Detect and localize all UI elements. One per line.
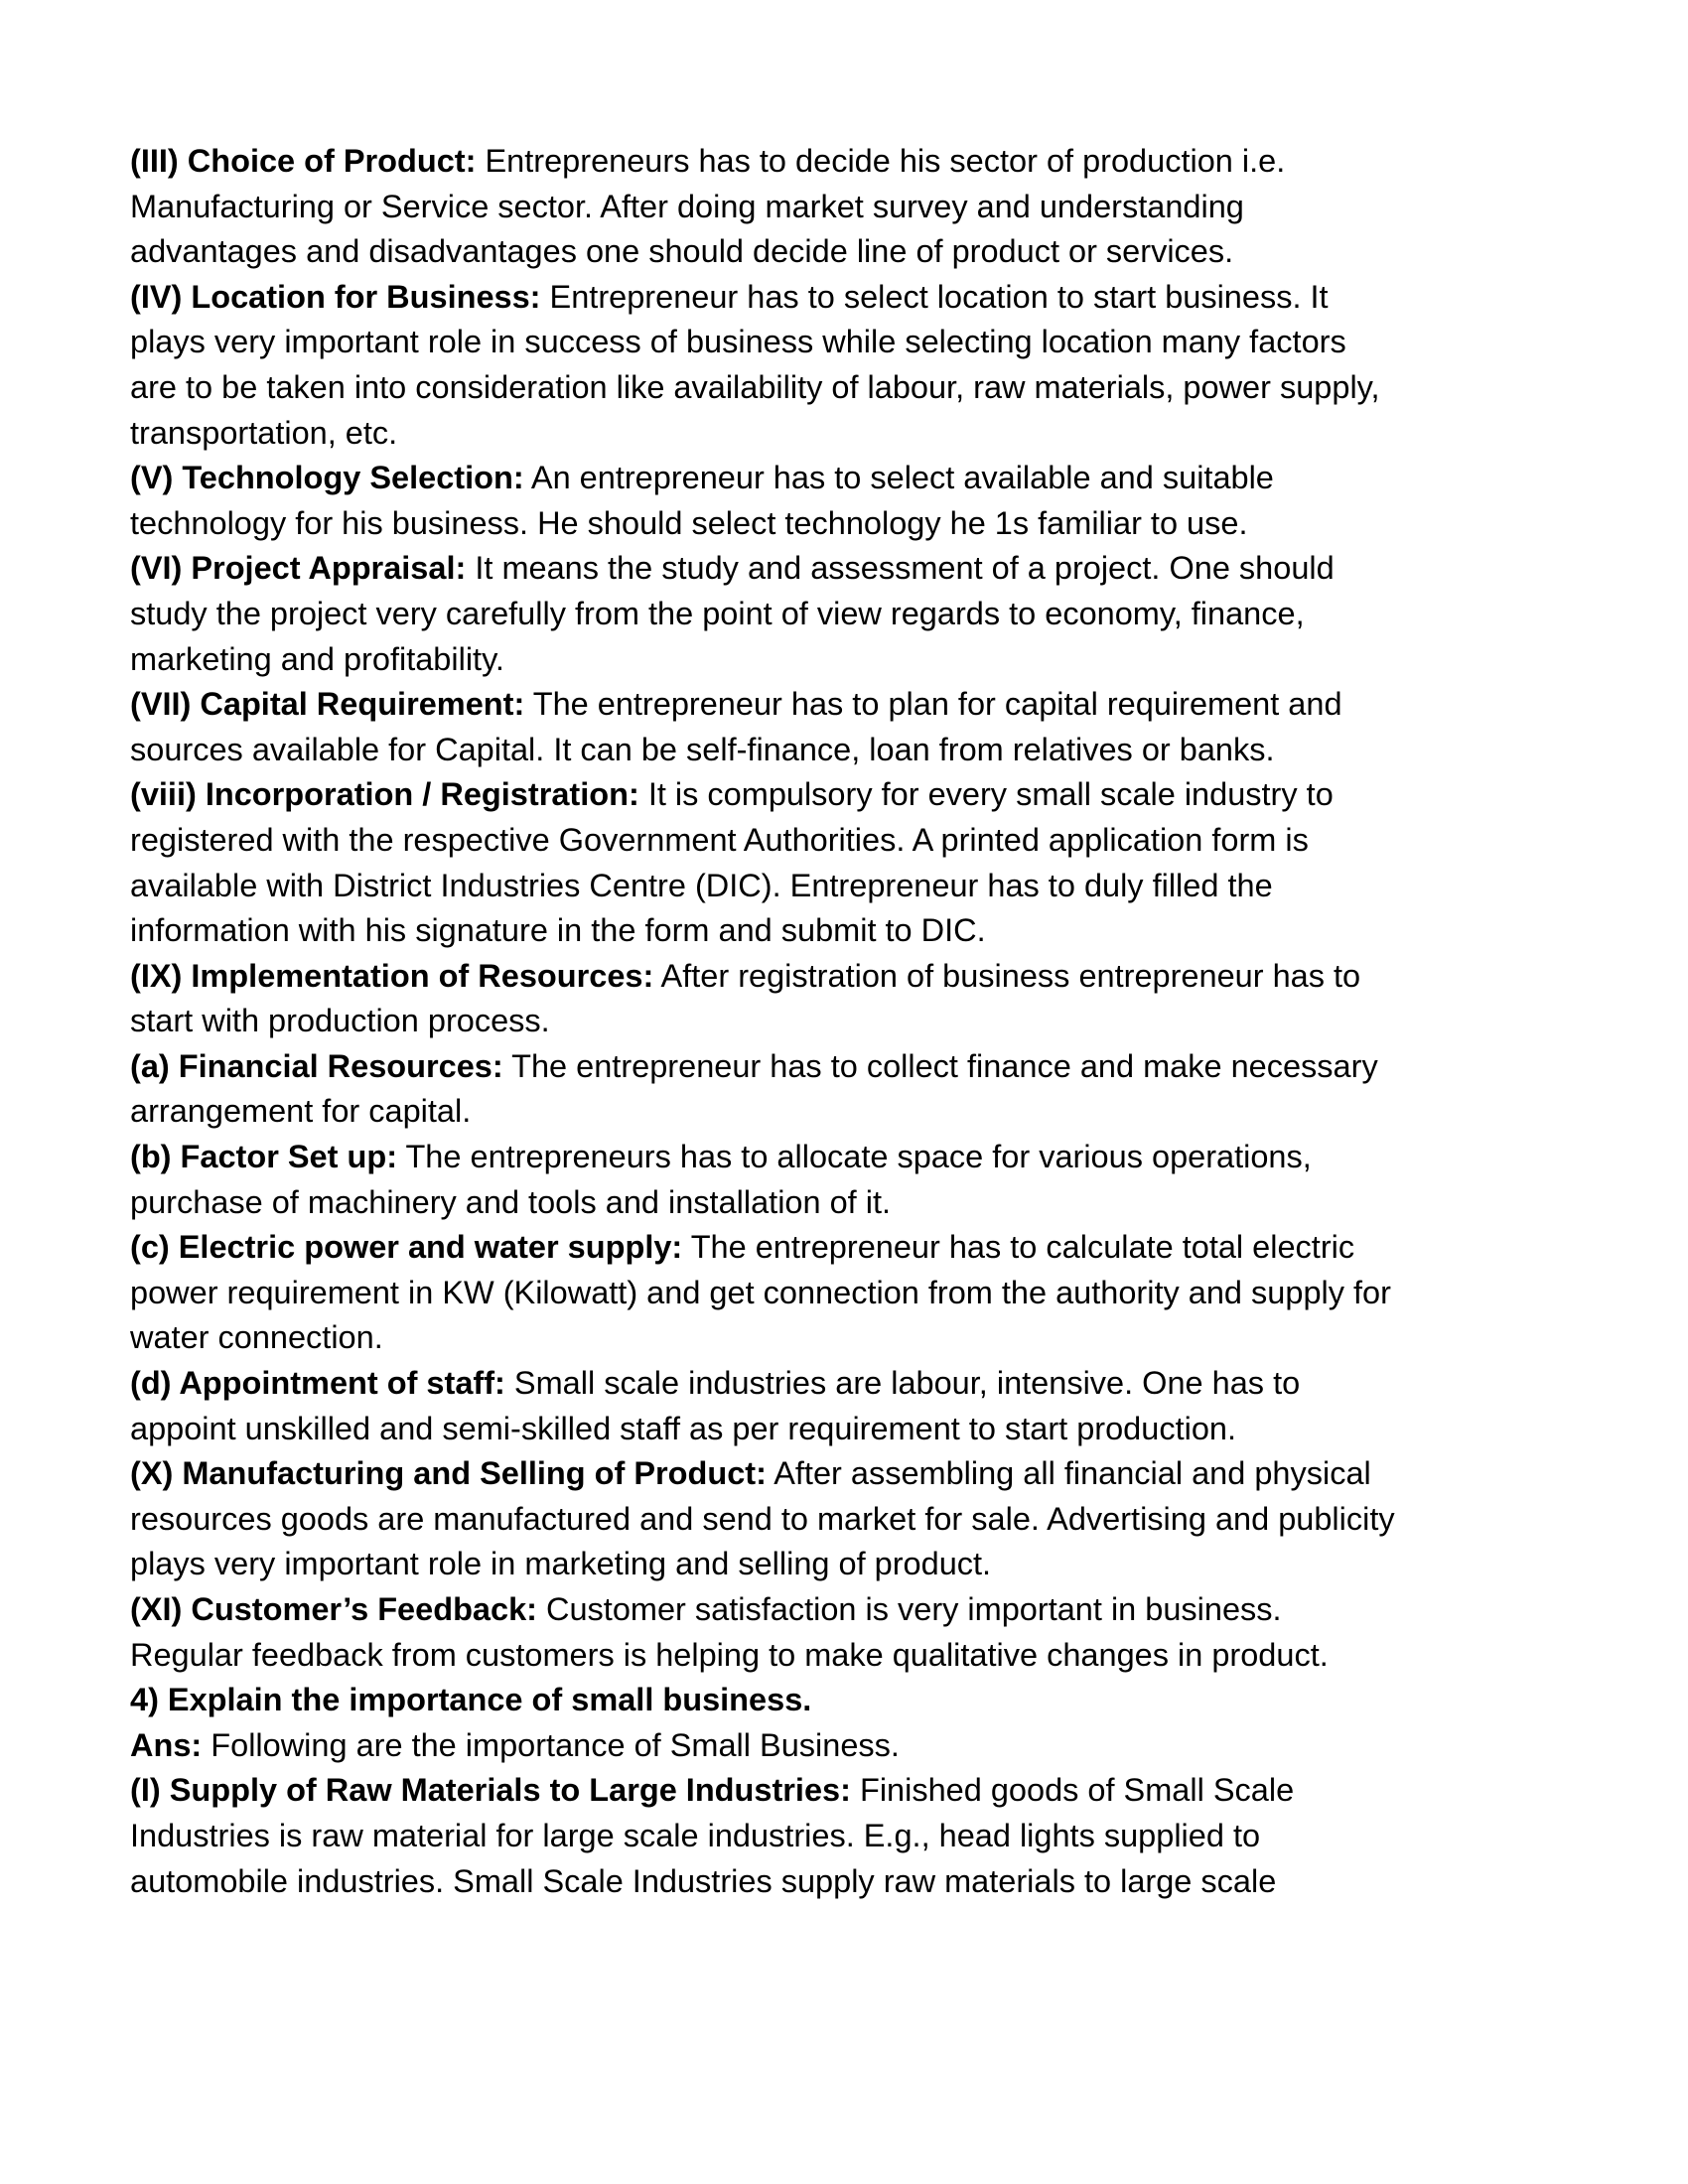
text-segment: automobile industries. Small Scale Industries supply raw materials to large scale [130, 1862, 1277, 1899]
text-segment: power requirement in KW (Kilowatt) and get connection from the authority and supply for [130, 1274, 1391, 1310]
text-segment: After assembling all financial and physical [766, 1455, 1371, 1492]
text-line [130, 1044, 1659, 1090]
text-line [130, 1271, 1659, 1316]
text-line [130, 1180, 1659, 1226]
text-segment: Small scale industries are labour, intensive. One has to [504, 1365, 1301, 1402]
text-line [130, 864, 1659, 909]
text-line [130, 1723, 1659, 1769]
text-segment: Manufacturing or Service sector. After doing market survey and understanding [130, 188, 1244, 224]
text-line [130, 954, 1659, 1000]
text-line [130, 637, 1659, 683]
text-line [130, 1678, 1659, 1723]
text-line [130, 1451, 1659, 1497]
heading-segment: (d) Appointment of staff: [130, 1365, 505, 1402]
text-line [130, 501, 1659, 547]
text-segment: Entrepreneur has to select location to start business. It [540, 278, 1329, 315]
text-segment: It means the study and assessment of a project. One should [466, 550, 1335, 587]
text-line [130, 999, 1659, 1044]
text-line [130, 1859, 1659, 1905]
text-segment: study the project very carefully from the point of view regards to economy, finance, [130, 595, 1305, 631]
text-line [130, 1225, 1659, 1271]
text-segment: The entrepreneur has to plan for capital requirement and [524, 686, 1342, 723]
text-line [130, 411, 1659, 457]
text-line [130, 1361, 1659, 1407]
text-segment: plays very important role in marketing and selling of product. [130, 1546, 992, 1582]
text-segment: are to be taken into consideration like availability of labour, raw materials, power supply, [130, 368, 1380, 405]
text-segment: start with production process. [130, 1003, 550, 1039]
heading-segment: (IV) Location for Business: [130, 278, 541, 315]
text-line [130, 1633, 1659, 1679]
heading-segment: (X) Manufacturing and Selling of Product: [130, 1455, 767, 1492]
heading-segment: (III) Choice of Product: [130, 143, 477, 179]
text-segment: sources available for Capital. It can be self-finance, loan from relatives or banks. [130, 731, 1275, 767]
text-segment: resources goods are manufactured and send to market for sale. Advertising and publicity [130, 1500, 1395, 1537]
text-line [130, 1814, 1659, 1859]
text-line [130, 1135, 1659, 1180]
text-segment: An entrepreneur has to select available and suitable [523, 460, 1274, 496]
text-segment: marketing and profitability. [130, 640, 504, 677]
heading-segment: (IX) Implementation of Resources: [130, 957, 654, 994]
text-segment: transportation, etc. [130, 414, 398, 451]
document-body [130, 139, 1659, 1904]
text-segment: technology for his business. He should select technology he 1s familiar to use. [130, 504, 1248, 541]
text-line [130, 728, 1659, 773]
text-segment: Following are the importance of Small Business. [202, 1726, 900, 1763]
text-line [130, 139, 1659, 185]
text-line [130, 1542, 1659, 1587]
text-line [130, 1315, 1659, 1361]
text-line [130, 365, 1659, 411]
text-segment: Customer satisfaction is very important in business. [536, 1591, 1282, 1627]
heading-segment: (VII) Capital Requirement: [130, 686, 525, 723]
text-segment: appoint unskilled and semi-skilled staff as per requirement to start production. [130, 1410, 1237, 1446]
text-line [130, 1089, 1659, 1135]
text-line [130, 1407, 1659, 1452]
text-line [130, 908, 1659, 954]
heading-segment: (I) Supply of Raw Materials to Large Industries: [130, 1772, 851, 1809]
text-line [130, 1497, 1659, 1543]
text-segment: arrangement for capital. [130, 1093, 472, 1130]
text-line [130, 185, 1659, 230]
text-segment: purchase of machinery and tools and installation of it. [130, 1183, 892, 1220]
text-segment: available with District Industries Centre (DIC). Entrepreneur has to duly filled the [130, 867, 1273, 903]
heading-segment: (c) Electric power and water supply: [130, 1229, 683, 1266]
heading-segment: (XI) Customer’s Feedback: [130, 1591, 537, 1627]
heading-segment: Ans: [130, 1726, 203, 1763]
text-segment: After registration of business entrepreneur has to [653, 957, 1361, 994]
text-line [130, 546, 1659, 592]
text-line [130, 229, 1659, 275]
text-line [130, 1587, 1659, 1633]
heading-segment: (VI) Project Appraisal: [130, 550, 467, 587]
text-line [130, 320, 1659, 365]
text-segment: Finished goods of Small Scale [850, 1772, 1295, 1809]
heading-segment: (b) Factor Set up: [130, 1139, 398, 1175]
text-segment: Industries is raw material for large scale industries. E.g., head lights supplied to [130, 1817, 1261, 1853]
text-segment: information with his signature in the form and submit to DIC. [130, 912, 986, 949]
text-line [130, 275, 1659, 321]
text-line [130, 592, 1659, 637]
text-segment: Entrepreneurs has to decide his sector of production i.e. [476, 143, 1286, 179]
heading-segment: 4) Explain the importance of small business. [130, 1682, 812, 1718]
text-segment: Regular feedback from customers is helping to make qualitative changes in product. [130, 1636, 1329, 1673]
text-line [130, 456, 1659, 501]
text-segment: registered with the respective Government Authorities. A printed application form is [130, 821, 1309, 858]
text-segment: It is compulsory for every small scale industry to [638, 776, 1334, 813]
heading-segment: (V) Technology Selection: [130, 460, 524, 496]
heading-segment: (a) Financial Resources: [130, 1047, 503, 1084]
text-segment: advantages and disadvantages one should decide line of product or services. [130, 233, 1234, 270]
text-line [130, 1768, 1659, 1814]
heading-segment: (viii) Incorporation / Registration: [130, 776, 639, 813]
text-line [130, 682, 1659, 728]
text-segment: water connection. [130, 1319, 383, 1356]
text-segment: The entrepreneur has to calculate total electric [682, 1229, 1355, 1266]
text-segment: The entrepreneurs has to allocate space for various operations, [397, 1139, 1312, 1175]
text-segment: The entrepreneur has to collect finance and make necessary [502, 1047, 1378, 1084]
text-segment: plays very important role in success of business while selecting location many factors [130, 324, 1346, 360]
text-line [130, 772, 1659, 818]
text-line [130, 818, 1659, 864]
